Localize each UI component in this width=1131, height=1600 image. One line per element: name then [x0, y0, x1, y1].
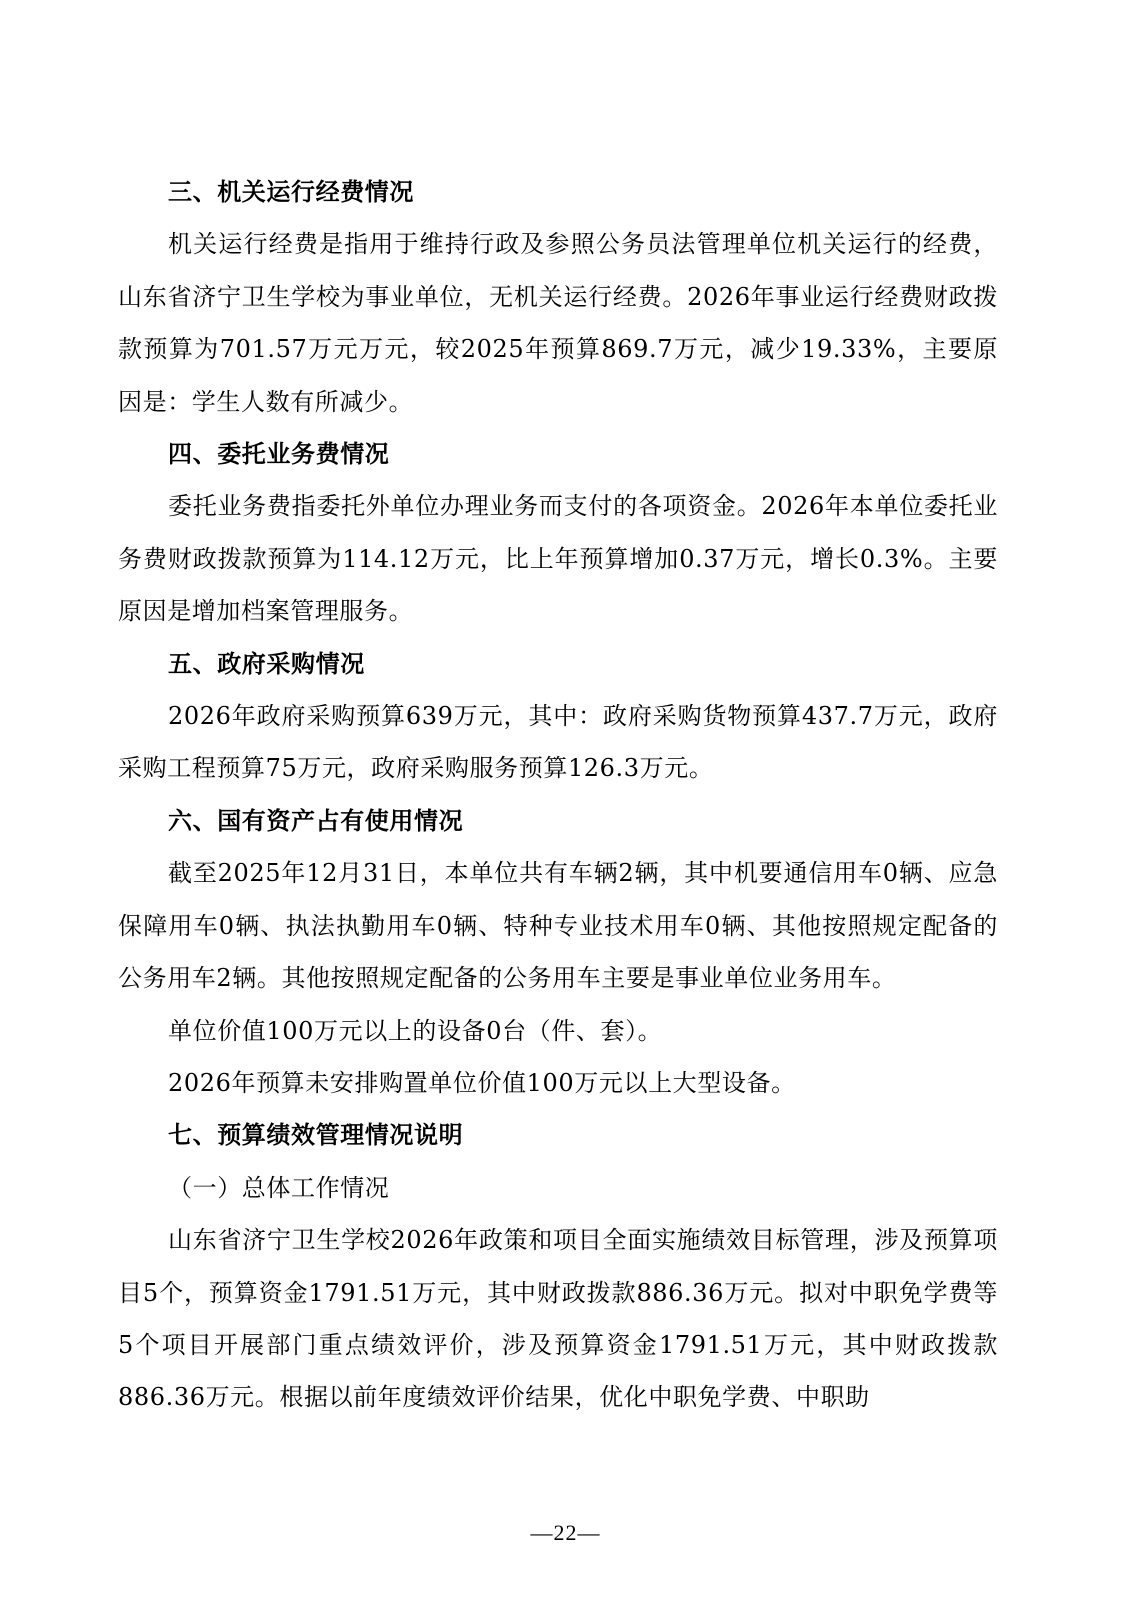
section-heading-4: 四、委托业务费情况	[168, 440, 390, 469]
document-body	[118, 166, 998, 1424]
section-7-paragraph-1: 山东省济宁卫生学校2026年政策和项目全面实施绩效目标管理，涉及预算项目5个，预算资金1791.51万元，其中财政拨款886.36万元。拟对中职免学费等5个项目开展部门重点绩效评价，涉及预算资金1791.51万元，其中财政拨款886.36万元。根据以前年度绩效评价结果，优化中职免学费、中职助	[118, 1226, 998, 1412]
section-3-paragraph-1: 机关运行经费是指用于维持行政及参照公务员法管理单位机关运行的经费，山东省济宁卫生学校为事业单位，无机关运行经费。2026年事业运行经费财政拨款预算为701.57万元万元，较2025年预算869.7万元，减少19.33%，主要原因是：学生人数有所减少。	[118, 230, 998, 416]
section-6-paragraph-2: 单位价值100万元以上的设备0台（件、套）。	[168, 1016, 663, 1045]
section-7-subheading: （一）总体工作情况	[168, 1173, 390, 1202]
section-4-paragraph-1: 委托业务费指委托外单位办理业务而支付的各项资金。2026年本单位委托业务费财政拨款预算为114.12万元，比上年预算增加0.37万元，增长0.3%。主要原因是增加档案管理服务。	[118, 492, 998, 626]
section-heading-7: 七、预算绩效管理情况说明	[168, 1121, 464, 1150]
page-number: —22—	[530, 1520, 601, 1545]
section-5-paragraph-1: 2026年政府采购预算639万元，其中：政府采购货物预算437.7万元，政府采购工程预算75万元，政府采购服务预算126.3万元。	[118, 702, 998, 783]
section-heading-6: 六、国有资产占有使用情况	[168, 806, 464, 835]
section-heading-5: 五、政府采购情况	[168, 649, 365, 678]
section-heading-3: 三、机关运行经费情况	[168, 178, 414, 206]
section-6-paragraph-3: 2026年预算未安排购置单位价值100万元以上大型设备。	[168, 1068, 796, 1097]
section-6-paragraph-1: 截至2025年12月31日，本单位共有车辆2辆，其中机要通信用车0辆、应急保障用车0辆、执法执勤用车0辆、特种专业技术用车0辆、其他按照规定配备的公务用车2辆。其他按照规定配备的公务用车主要是事业单位业务用车。	[118, 859, 998, 993]
